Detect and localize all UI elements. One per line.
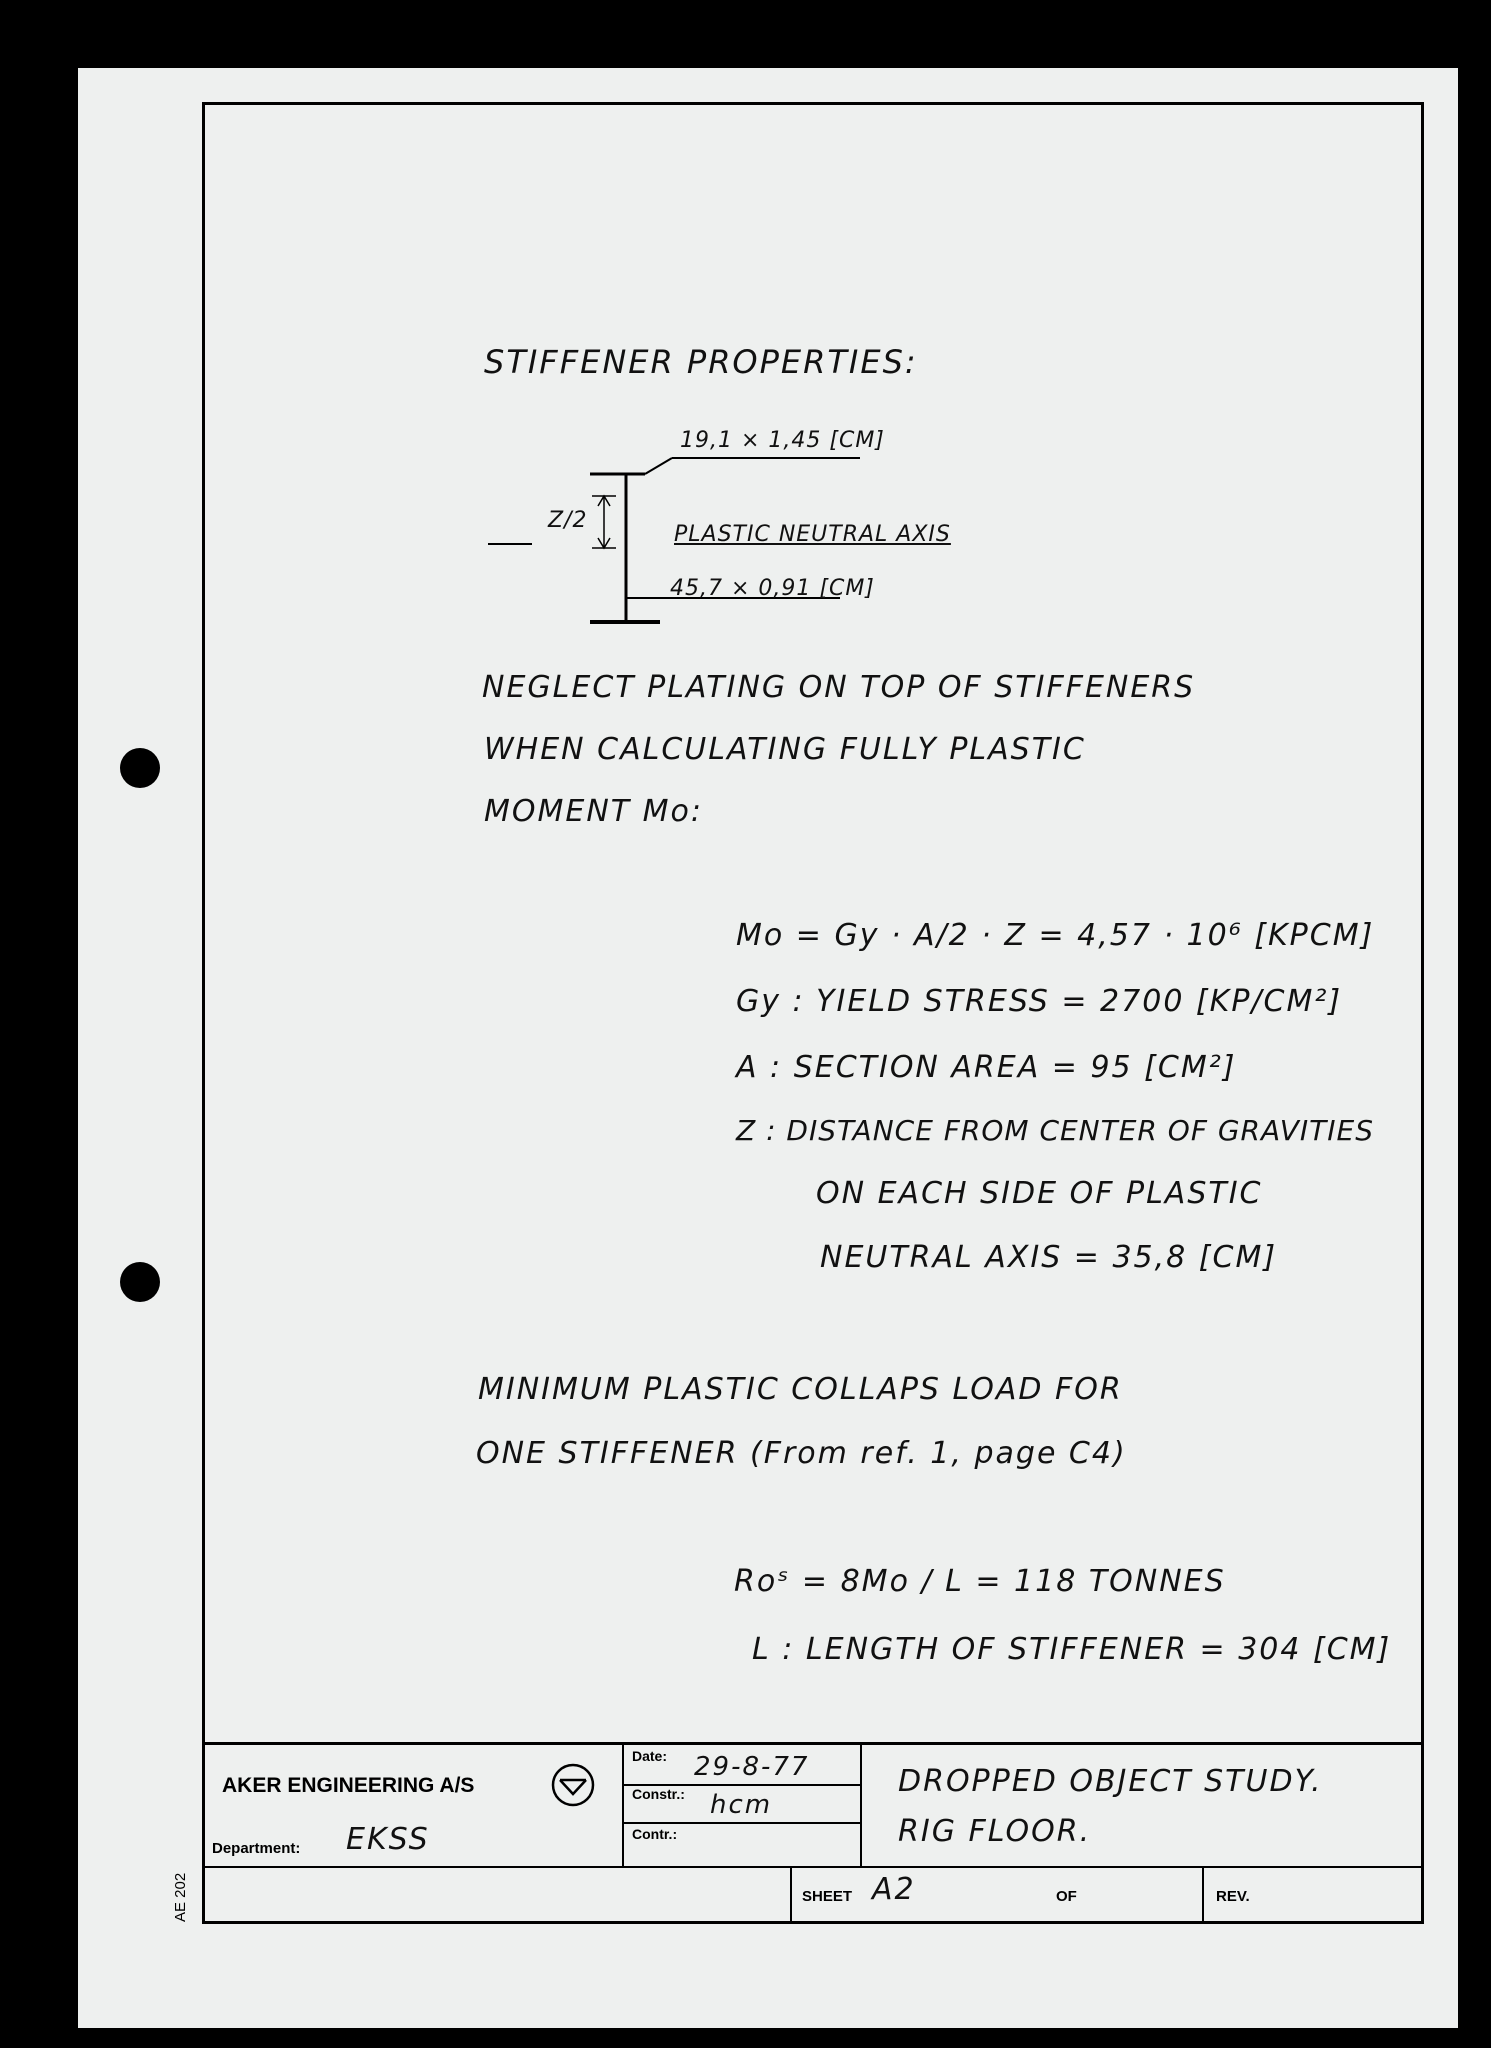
web-dimension-label: 45,7 × 0,91 [CM] (670, 576, 875, 601)
paragraph1-line3: MOMENT Mo: (484, 794, 703, 829)
equation-distance-line1: Z : DISTANCE FROM CENTER OF GRAVITIES (736, 1114, 1374, 1147)
paragraph2-line1: MINIMUM PLASTIC COLLAPS LOAD FOR (478, 1372, 1123, 1407)
company-logo-icon (550, 1762, 596, 1808)
punch-hole-top (120, 748, 160, 788)
constr-label: Constr.: (632, 1786, 685, 1802)
department-label: Department: (212, 1840, 301, 1857)
contr-label: Contr.: (632, 1826, 678, 1842)
equation-section-area: A : SECTION AREA = 95 [CM²] (736, 1050, 1237, 1085)
title-block-col2 (860, 1744, 862, 1866)
title-block-col1 (622, 1744, 624, 1866)
sheet-value: A2 (872, 1872, 916, 1907)
of-label: OF (1056, 1888, 1077, 1905)
half-z-label: Z/2 (548, 508, 588, 533)
rev-cell-left (1202, 1868, 1204, 1924)
sheet-label: SHEET (802, 1888, 853, 1905)
paragraph2-line2: ONE STIFFENER (From ref. 1, page C4) (476, 1436, 1127, 1471)
constr-row-line (624, 1822, 860, 1824)
heading: STIFFENER PROPERTIES: (484, 343, 918, 381)
date-label: Date: (632, 1748, 668, 1764)
company-name: AKER ENGINEERING A/S (222, 1774, 475, 1797)
flange-dimension-label: 19,1 × 1,45 [CM] (680, 428, 885, 453)
equation-stiffener-length: L : LENGTH OF STIFFENER = 304 [CM] (752, 1632, 1392, 1667)
drawing-title-line2: RIG FLOOR. (898, 1814, 1092, 1849)
paragraph1-line2: WHEN CALCULATING FULLY PLASTIC (484, 732, 1086, 767)
equation-moment: Mo = Gy · A/2 · Z = 4,57 · 10⁶ [KPCM] (736, 918, 1375, 953)
equation-yield-stress: Gy : YIELD STRESS = 2700 [KP/CM²] (736, 984, 1343, 1019)
drawing-title-line1: DROPPED OBJECT STUDY. (898, 1764, 1323, 1799)
date-value: 29-8-77 (694, 1752, 810, 1782)
equation-distance-line2: ON EACH SIDE OF PLASTIC (816, 1176, 1263, 1211)
equation-collapse-load: Roˢ = 8Mo / L = 118 TONNES (734, 1564, 1226, 1599)
constr-value: hcm (710, 1790, 773, 1820)
neutral-axis-label: PLASTIC NEUTRAL AXIS (674, 522, 951, 547)
department-value: EKSS (346, 1822, 430, 1857)
paragraph1-line1: NEGLECT PLATING ON TOP OF STIFFENERS (482, 670, 1196, 705)
equation-distance-line3: NEUTRAL AXIS = 35,8 [CM] (820, 1240, 1278, 1275)
frame-border-right (1421, 102, 1424, 1924)
punch-hole-bottom (120, 1262, 160, 1302)
form-code: AE 202 (172, 1872, 189, 1922)
title-block-divider (204, 1866, 1422, 1868)
sheet-cell-left (790, 1868, 792, 1924)
rev-label: REV. (1216, 1888, 1250, 1905)
frame-border-top (204, 102, 1424, 105)
frame-border-left (202, 102, 205, 1924)
